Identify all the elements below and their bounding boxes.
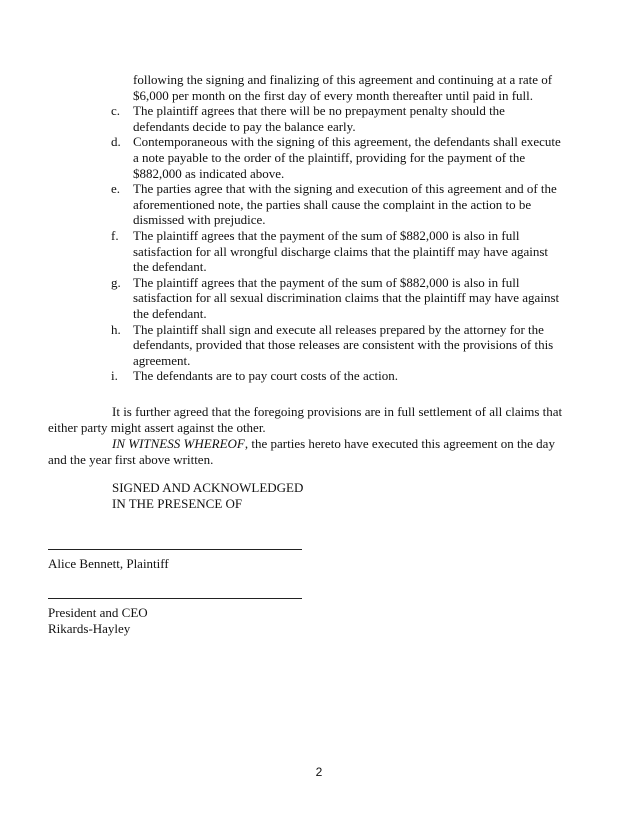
signature-line	[48, 597, 302, 599]
list-item-text: following the signing and finalizing of this agreement and continuing at a rate of $6,000 per month on the first day of every month thereafter until paid in full.	[133, 72, 553, 103]
defendant-title: President and CEO	[48, 605, 148, 620]
signed-line-1: SIGNED AND ACKNOWLEDGED	[112, 480, 304, 495]
list-item-text: The plaintiff agrees that the payment of the sum of $882,000 is also in full satisfaction for all sexual discrimination claims that the plaintiff may have against the defendant.	[133, 274, 560, 321]
list-marker: h.	[111, 321, 121, 337]
witness-text: , the parties hereto have executed this agreement on the day and the year first above written.	[48, 436, 555, 467]
witness-paragraph	[48, 436, 568, 467]
list-item-text: The plaintiff agrees that the payment of the sum of $882,000 is also in full satisfaction for all wrongful discharge claims that the plaintiff may have against the defendant.	[133, 227, 549, 275]
provisions-list	[0, 72, 638, 384]
list-marker: e.	[111, 181, 121, 197]
list-marker: c.	[111, 103, 121, 119]
witness-italic-text: IN WITNESS WHEREOF	[112, 436, 245, 451]
plaintiff-signature-block	[48, 548, 348, 572]
list-marker: i.	[111, 368, 118, 384]
settlement-paragraph: It is further agreed that the foregoing provisions are in full settlement of all claims that either party might assert against the other.	[48, 404, 563, 435]
list-item	[111, 134, 563, 181]
list-item	[133, 72, 563, 103]
list-item	[111, 321, 563, 369]
list-item-text: The plaintiff agrees that there will be no prepayment penalty should the defendants decide to pay the balance early.	[133, 103, 505, 134]
defendant-signature-block	[48, 597, 348, 636]
defendant-company: Rikards-Hayley	[48, 620, 131, 636]
signed-line-2: IN THE PRESENCE OF	[112, 495, 243, 511]
list-marker: g.	[111, 274, 121, 290]
page-number: 2	[315, 765, 323, 779]
list-item	[111, 103, 563, 134]
list-item-text: Contemporaneous with the signing of this agreement, the defendants shall execute a note payable to the order of the plaintiff, providing for the payment of the $882,000 as indicated above.	[133, 134, 561, 181]
list-item-text: The parties agree that with the signing and execution of this agreement and of the aforementioned note, the parties shall cause the complaint in the action to be dismissed with prejudice.	[133, 181, 557, 228]
list-marker: d.	[111, 134, 121, 150]
list-item-text: The plaintiff shall sign and execute all releases prepared by the attorney for the defendants, provided that those releases are consistent with the provisions of this agreement.	[133, 321, 554, 368]
list-item-text: The defendants are to pay court costs of the action.	[133, 368, 398, 384]
list-item	[111, 274, 563, 322]
list-item	[111, 227, 563, 275]
signature-line	[48, 548, 302, 550]
list-item	[111, 368, 563, 384]
plaintiff-name: Alice Bennett, Plaintiff	[48, 556, 169, 571]
signed-acknowledged-block	[112, 480, 412, 511]
list-marker: f.	[111, 227, 119, 243]
list-item	[111, 181, 563, 228]
